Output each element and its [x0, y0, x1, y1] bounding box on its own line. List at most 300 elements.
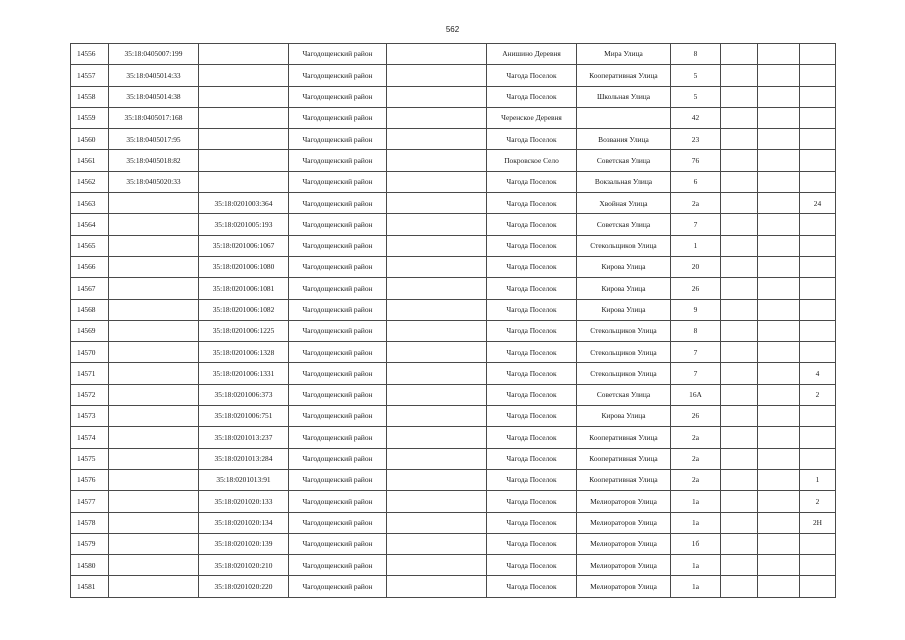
cadastral-number-cell: 35:18:0201013:91 [199, 469, 289, 490]
extra-cell [387, 491, 487, 512]
flat-cell [800, 65, 836, 86]
extra-cell [387, 256, 487, 277]
row-number-cell: 14580 [71, 555, 109, 576]
row-number-cell: 14562 [71, 171, 109, 192]
house-cell: 2а [671, 469, 721, 490]
settlement-cell: Чагода Поселок [487, 86, 577, 107]
row-number-cell: 14556 [71, 44, 109, 65]
structure-cell [758, 576, 800, 597]
settlement-cell: Чагода Поселок [487, 512, 577, 533]
cadastral-number-cell: 35:18:0201013:237 [199, 427, 289, 448]
extra-cell [387, 555, 487, 576]
cadastral-old-cell: 35:18:0405014:33 [109, 65, 199, 86]
cadastral-number-cell [199, 129, 289, 150]
building-cell [721, 342, 758, 363]
street-cell: Кооперативная Улица [577, 65, 671, 86]
flat-cell [800, 107, 836, 128]
settlement-cell: Чагода Поселок [487, 469, 577, 490]
extra-cell [387, 107, 487, 128]
row-number-cell: 14581 [71, 576, 109, 597]
structure-cell [758, 129, 800, 150]
cadastral-number-cell: 35:18:0201020:220 [199, 576, 289, 597]
house-cell: 20 [671, 256, 721, 277]
street-cell: Стекольщиков Улица [577, 342, 671, 363]
cadastral-number-cell: 35:18:0201006:1081 [199, 278, 289, 299]
extra-cell [387, 448, 487, 469]
street-cell: Стекольщиков Улица [577, 363, 671, 384]
flat-cell [800, 44, 836, 65]
cadastral-old-cell: 35:18:0405017:95 [109, 129, 199, 150]
settlement-cell: Чагода Поселок [487, 384, 577, 405]
building-cell [721, 171, 758, 192]
house-cell: 5 [671, 65, 721, 86]
extra-cell [387, 150, 487, 171]
extra-cell [387, 235, 487, 256]
flat-cell [800, 129, 836, 150]
street-cell: Советская Улица [577, 214, 671, 235]
table-row [71, 44, 836, 65]
district-cell: Чагодощенский район [289, 107, 387, 128]
structure-cell [758, 214, 800, 235]
building-cell [721, 235, 758, 256]
cadastral-number-cell: 35:18:0201020:139 [199, 533, 289, 554]
structure-cell [758, 278, 800, 299]
settlement-cell: Чагода Поселок [487, 129, 577, 150]
flat-cell: 1 [800, 469, 836, 490]
settlement-cell: Чагода Поселок [487, 448, 577, 469]
cadastral-number-cell [199, 150, 289, 171]
street-cell: Хвойная Улица [577, 193, 671, 214]
building-cell [721, 512, 758, 533]
house-cell: 5 [671, 86, 721, 107]
flat-cell [800, 406, 836, 427]
cadastral-old-cell [109, 299, 199, 320]
building-cell [721, 193, 758, 214]
flat-cell: 2Н [800, 512, 836, 533]
table-row [71, 384, 836, 405]
cadastral-old-cell [109, 193, 199, 214]
cadastral-old-cell [109, 491, 199, 512]
registry-table [70, 43, 836, 598]
cadastral-number-cell: 35:18:0201006:373 [199, 384, 289, 405]
building-cell [721, 107, 758, 128]
cadastral-number-cell [199, 86, 289, 107]
district-cell: Чагодощенский район [289, 576, 387, 597]
house-cell: 42 [671, 107, 721, 128]
extra-cell [387, 44, 487, 65]
settlement-cell: Чагода Поселок [487, 406, 577, 427]
flat-cell [800, 214, 836, 235]
street-cell: Стекольщиков Улица [577, 320, 671, 341]
house-cell: 7 [671, 363, 721, 384]
row-number-cell: 14567 [71, 278, 109, 299]
table-row [71, 576, 836, 597]
flat-cell [800, 171, 836, 192]
building-cell [721, 384, 758, 405]
row-number-cell: 14568 [71, 299, 109, 320]
street-cell: Кирова Улица [577, 406, 671, 427]
flat-cell [800, 576, 836, 597]
settlement-cell: Чагода Поселок [487, 363, 577, 384]
settlement-cell: Чагода Поселок [487, 299, 577, 320]
extra-cell [387, 65, 487, 86]
row-number-cell: 14575 [71, 448, 109, 469]
district-cell: Чагодощенский район [289, 256, 387, 277]
building-cell [721, 555, 758, 576]
table-row [71, 193, 836, 214]
district-cell: Чагодощенский район [289, 235, 387, 256]
flat-cell [800, 342, 836, 363]
table-row [71, 278, 836, 299]
structure-cell [758, 469, 800, 490]
flat-cell [800, 256, 836, 277]
table-row [71, 320, 836, 341]
table-row [71, 363, 836, 384]
cadastral-old-cell [109, 576, 199, 597]
house-cell: 1б [671, 533, 721, 554]
house-cell: 76 [671, 150, 721, 171]
street-cell: Кооперативная Улица [577, 448, 671, 469]
settlement-cell: Анишино Деревня [487, 44, 577, 65]
structure-cell [758, 44, 800, 65]
street-cell: Мелиораторов Улица [577, 491, 671, 512]
house-cell: 1а [671, 576, 721, 597]
house-cell: 26 [671, 406, 721, 427]
house-cell: 6 [671, 171, 721, 192]
table-row [71, 150, 836, 171]
extra-cell [387, 427, 487, 448]
structure-cell [758, 299, 800, 320]
table-row [71, 107, 836, 128]
cadastral-number-cell: 35:18:0201003:364 [199, 193, 289, 214]
extra-cell [387, 299, 487, 320]
street-cell: Кооперативная Улица [577, 469, 671, 490]
street-cell: Мира Улица [577, 44, 671, 65]
building-cell [721, 533, 758, 554]
structure-cell [758, 533, 800, 554]
cadastral-old-cell: 35:18:0405020:33 [109, 171, 199, 192]
district-cell: Чагодощенский район [289, 278, 387, 299]
extra-cell [387, 214, 487, 235]
structure-cell [758, 555, 800, 576]
street-cell: Советская Улица [577, 384, 671, 405]
row-number-cell: 14574 [71, 427, 109, 448]
cadastral-old-cell [109, 320, 199, 341]
row-number-cell: 14565 [71, 235, 109, 256]
house-cell: 1 [671, 235, 721, 256]
cadastral-number-cell: 35:18:0201006:1225 [199, 320, 289, 341]
building-cell [721, 299, 758, 320]
district-cell: Чагодощенский район [289, 491, 387, 512]
district-cell: Чагодощенский район [289, 320, 387, 341]
district-cell: Чагодощенский район [289, 129, 387, 150]
district-cell: Чагодощенский район [289, 448, 387, 469]
flat-cell [800, 320, 836, 341]
row-number-cell: 14557 [71, 65, 109, 86]
structure-cell [758, 427, 800, 448]
cadastral-old-cell [109, 342, 199, 363]
row-number-cell: 14571 [71, 363, 109, 384]
cadastral-number-cell: 35:18:0201006:1328 [199, 342, 289, 363]
building-cell [721, 491, 758, 512]
row-number-cell: 14566 [71, 256, 109, 277]
row-number-cell: 14578 [71, 512, 109, 533]
cadastral-old-cell [109, 278, 199, 299]
house-cell: 1а [671, 491, 721, 512]
table-row [71, 555, 836, 576]
district-cell: Чагодощенский район [289, 363, 387, 384]
cadastral-number-cell: 35:18:0201006:751 [199, 406, 289, 427]
cadastral-number-cell: 35:18:0201005:193 [199, 214, 289, 235]
row-number-cell: 14558 [71, 86, 109, 107]
structure-cell [758, 193, 800, 214]
district-cell: Чагодощенский район [289, 533, 387, 554]
building-cell [721, 214, 758, 235]
structure-cell [758, 363, 800, 384]
row-number-cell: 14563 [71, 193, 109, 214]
cadastral-number-cell: 35:18:0201013:284 [199, 448, 289, 469]
street-cell: Возвания Улица [577, 129, 671, 150]
street-cell: Мелиораторов Улица [577, 576, 671, 597]
cadastral-number-cell [199, 44, 289, 65]
district-cell: Чагодощенский район [289, 86, 387, 107]
table-row [71, 65, 836, 86]
extra-cell [387, 576, 487, 597]
cadastral-old-cell: 35:18:0405007:199 [109, 44, 199, 65]
extra-cell [387, 278, 487, 299]
district-cell: Чагодощенский район [289, 44, 387, 65]
district-cell: Чагодощенский район [289, 427, 387, 448]
district-cell: Чагодощенский район [289, 214, 387, 235]
structure-cell [758, 86, 800, 107]
flat-cell: 4 [800, 363, 836, 384]
structure-cell [758, 171, 800, 192]
settlement-cell: Покровское Село [487, 150, 577, 171]
table-row [71, 427, 836, 448]
building-cell [721, 448, 758, 469]
structure-cell [758, 512, 800, 533]
cadastral-number-cell: 35:18:0201020:134 [199, 512, 289, 533]
extra-cell [387, 86, 487, 107]
district-cell: Чагодощенский район [289, 469, 387, 490]
row-number-cell: 14570 [71, 342, 109, 363]
table-row [71, 406, 836, 427]
building-cell [721, 256, 758, 277]
extra-cell [387, 512, 487, 533]
row-number-cell: 14577 [71, 491, 109, 512]
cadastral-old-cell [109, 448, 199, 469]
settlement-cell: Чагода Поселок [487, 278, 577, 299]
district-cell: Чагодощенский район [289, 384, 387, 405]
house-cell: 8 [671, 44, 721, 65]
street-cell: Советская Улица [577, 150, 671, 171]
house-cell: 2а [671, 193, 721, 214]
house-cell: 7 [671, 342, 721, 363]
street-cell: Кооперативная Улица [577, 427, 671, 448]
house-cell: 26 [671, 278, 721, 299]
district-cell: Чагодощенский район [289, 406, 387, 427]
extra-cell [387, 193, 487, 214]
settlement-cell: Чагода Поселок [487, 235, 577, 256]
extra-cell [387, 533, 487, 554]
settlement-cell: Чагода Поселок [487, 576, 577, 597]
settlement-cell: Черенское Деревня [487, 107, 577, 128]
table-row [71, 342, 836, 363]
settlement-cell: Чагода Поселок [487, 533, 577, 554]
building-cell [721, 129, 758, 150]
row-number-cell: 14576 [71, 469, 109, 490]
settlement-cell: Чагода Поселок [487, 427, 577, 448]
district-cell: Чагодощенский район [289, 342, 387, 363]
table-row [71, 235, 836, 256]
cadastral-number-cell [199, 107, 289, 128]
street-cell: Вокзальная Улица [577, 171, 671, 192]
flat-cell [800, 278, 836, 299]
row-number-cell: 14579 [71, 533, 109, 554]
cadastral-old-cell [109, 363, 199, 384]
settlement-cell: Чагода Поселок [487, 342, 577, 363]
flat-cell [800, 427, 836, 448]
settlement-cell: Чагода Поселок [487, 193, 577, 214]
cadastral-number-cell: 35:18:0201006:1067 [199, 235, 289, 256]
building-cell [721, 320, 758, 341]
row-number-cell: 14572 [71, 384, 109, 405]
building-cell [721, 65, 758, 86]
street-cell: Кирова Улица [577, 278, 671, 299]
row-number-cell: 14573 [71, 406, 109, 427]
street-cell: Мелиораторов Улица [577, 512, 671, 533]
district-cell: Чагодощенский район [289, 299, 387, 320]
flat-cell [800, 150, 836, 171]
structure-cell [758, 256, 800, 277]
table-row [71, 469, 836, 490]
district-cell: Чагодощенский район [289, 150, 387, 171]
cadastral-number-cell: 35:18:0201006:1080 [199, 256, 289, 277]
flat-cell [800, 533, 836, 554]
page-number: 562 [445, 25, 460, 34]
street-cell: Мелиораторов Улица [577, 533, 671, 554]
cadastral-number-cell [199, 65, 289, 86]
structure-cell [758, 406, 800, 427]
cadastral-number-cell: 35:18:0201006:1082 [199, 299, 289, 320]
extra-cell [387, 320, 487, 341]
house-cell: 23 [671, 129, 721, 150]
row-number-cell: 14560 [71, 129, 109, 150]
house-cell: 9 [671, 299, 721, 320]
cadastral-old-cell [109, 214, 199, 235]
flat-cell [800, 235, 836, 256]
structure-cell [758, 491, 800, 512]
house-cell: 2а [671, 448, 721, 469]
flat-cell: 2 [800, 491, 836, 512]
settlement-cell: Чагода Поселок [487, 491, 577, 512]
house-cell: 7 [671, 214, 721, 235]
cadastral-old-cell: 35:18:0405014:38 [109, 86, 199, 107]
row-number-cell: 14564 [71, 214, 109, 235]
flat-cell [800, 86, 836, 107]
settlement-cell: Чагода Поселок [487, 171, 577, 192]
house-cell: 1а [671, 555, 721, 576]
table-row [71, 491, 836, 512]
building-cell [721, 363, 758, 384]
settlement-cell: Чагода Поселок [487, 65, 577, 86]
street-cell [577, 107, 671, 128]
building-cell [721, 469, 758, 490]
cadastral-number-cell [199, 171, 289, 192]
structure-cell [758, 235, 800, 256]
cadastral-old-cell [109, 384, 199, 405]
cadastral-number-cell: 35:18:0201006:1331 [199, 363, 289, 384]
street-cell: Кирова Улица [577, 299, 671, 320]
row-number-cell: 14561 [71, 150, 109, 171]
cadastral-old-cell: 35:18:0405018:82 [109, 150, 199, 171]
building-cell [721, 278, 758, 299]
cadastral-old-cell [109, 533, 199, 554]
table-row [71, 171, 836, 192]
cadastral-old-cell [109, 555, 199, 576]
extra-cell [387, 171, 487, 192]
district-cell: Чагодощенский район [289, 193, 387, 214]
registry-body [71, 44, 836, 598]
settlement-cell: Чагода Поселок [487, 256, 577, 277]
settlement-cell: Чагода Поселок [487, 320, 577, 341]
district-cell: Чагодощенский район [289, 171, 387, 192]
house-cell: 8 [671, 320, 721, 341]
building-cell [721, 576, 758, 597]
house-cell: 1а [671, 512, 721, 533]
cadastral-old-cell [109, 427, 199, 448]
table-row [71, 256, 836, 277]
structure-cell [758, 150, 800, 171]
cadastral-old-cell [109, 235, 199, 256]
structure-cell [758, 107, 800, 128]
cadastral-old-cell [109, 256, 199, 277]
street-cell: Мелиораторов Улица [577, 555, 671, 576]
building-cell [721, 427, 758, 448]
cadastral-old-cell [109, 512, 199, 533]
table-row [71, 533, 836, 554]
flat-cell: 24 [800, 193, 836, 214]
settlement-cell: Чагода Поселок [487, 555, 577, 576]
structure-cell [758, 342, 800, 363]
extra-cell [387, 342, 487, 363]
row-number-cell: 14559 [71, 107, 109, 128]
street-cell: Стекольщиков Улица [577, 235, 671, 256]
street-cell: Школьная Улица [577, 86, 671, 107]
flat-cell [800, 555, 836, 576]
building-cell [721, 406, 758, 427]
building-cell [721, 86, 758, 107]
table-row [71, 86, 836, 107]
street-cell: Кирова Улица [577, 256, 671, 277]
structure-cell [758, 384, 800, 405]
building-cell [721, 44, 758, 65]
structure-cell [758, 448, 800, 469]
cadastral-old-cell: 35:18:0405017:168 [109, 107, 199, 128]
house-cell: 16А [671, 384, 721, 405]
extra-cell [387, 129, 487, 150]
cadastral-old-cell [109, 406, 199, 427]
house-cell: 2а [671, 427, 721, 448]
flat-cell: 2 [800, 384, 836, 405]
district-cell: Чагодощенский район [289, 512, 387, 533]
extra-cell [387, 384, 487, 405]
district-cell: Чагодощенский район [289, 555, 387, 576]
table-row [71, 512, 836, 533]
extra-cell [387, 406, 487, 427]
district-cell: Чагодощенский район [289, 65, 387, 86]
flat-cell [800, 299, 836, 320]
